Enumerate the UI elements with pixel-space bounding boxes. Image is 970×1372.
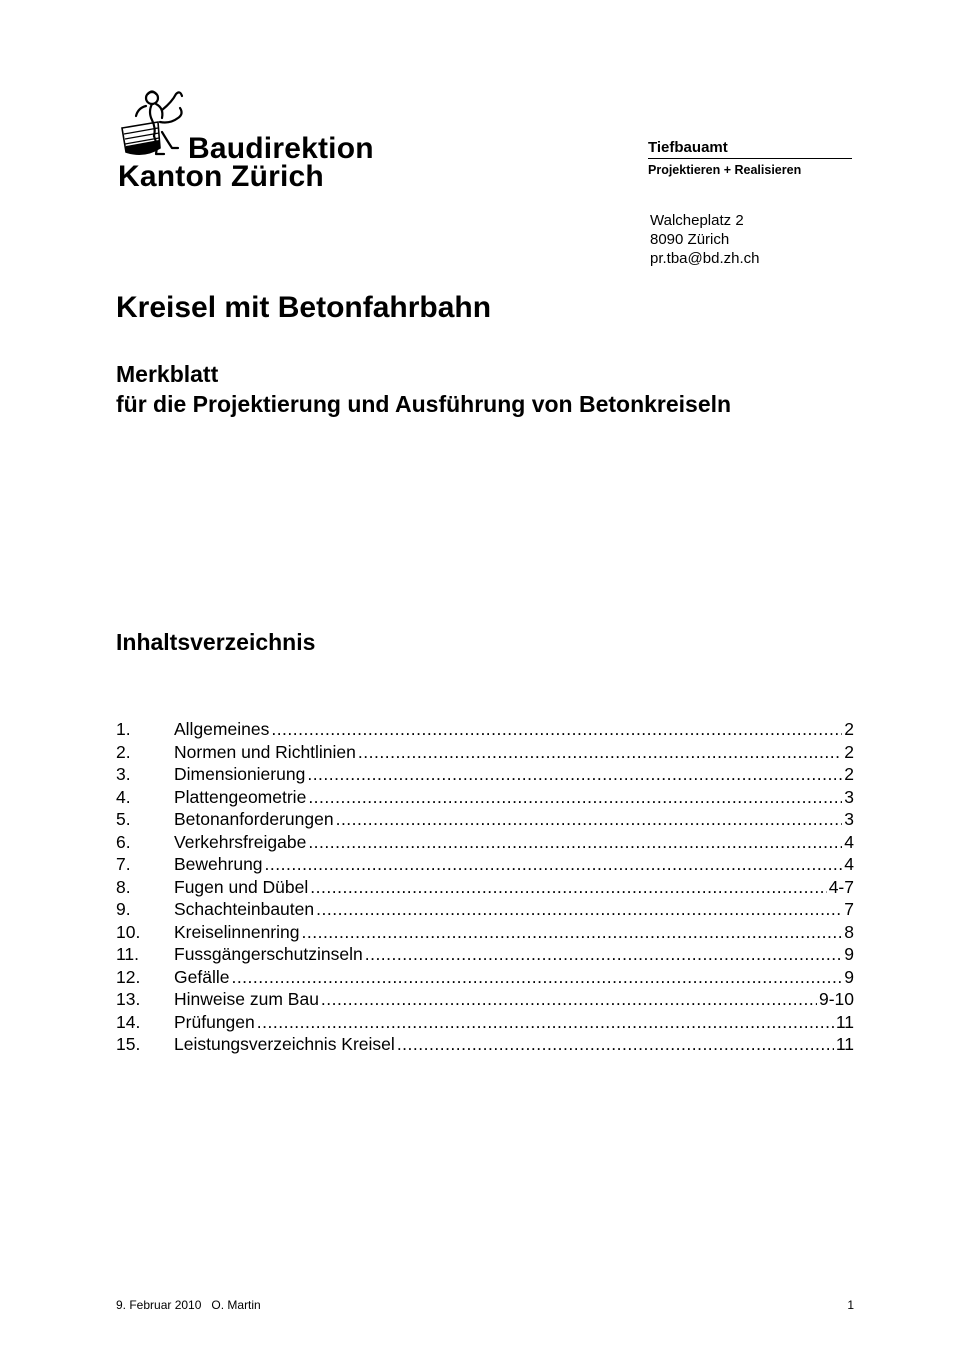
toc-leader-dots	[308, 786, 842, 809]
toc-entry[interactable]	[116, 1033, 854, 1056]
toc-entry-number: 5.	[116, 809, 131, 829]
toc-entry-title: Bewehrung	[174, 854, 263, 874]
toc-entry-page: 7	[844, 899, 854, 919]
toc-leader-dots	[310, 876, 826, 899]
toc-entry-title: Schachteinbauten	[174, 899, 315, 919]
toc-entry-number: 14.	[116, 1011, 141, 1032]
toc-entry-page: 2	[844, 719, 854, 739]
department-block	[648, 139, 852, 178]
toc-entry[interactable]	[116, 988, 854, 1011]
toc-entry[interactable]	[116, 763, 854, 786]
footer-date: 9. Februar 2010	[116, 1298, 202, 1312]
toc-entry-number: 9.	[116, 899, 131, 919]
toc-entry[interactable]	[116, 808, 854, 831]
logo	[116, 88, 386, 196]
toc-leader-dots	[308, 831, 842, 854]
toc-entry-page: 4	[844, 831, 854, 852]
toc-entry-title: Fugen und Dübel	[174, 876, 309, 897]
address-city: 8090 Zürich	[650, 231, 730, 248]
table-of-contents	[116, 718, 854, 1056]
toc-entry-title: Gefälle	[174, 966, 230, 987]
toc-leader-dots	[358, 741, 842, 764]
department-subtitle: Projektieren + Realisieren	[648, 163, 802, 177]
toc-entry[interactable]	[116, 1011, 854, 1034]
document-title: Kreisel mit Betonfahrbahn	[116, 291, 492, 324]
toc-entry-page: 9-10	[818, 989, 854, 1009]
toc-entry[interactable]	[116, 876, 854, 899]
toc-leader-dots	[231, 966, 842, 989]
toc-entry-title: Leistungsverzeichnis Kreisel	[174, 1034, 395, 1054]
logo-line1: Baudirektion	[188, 132, 374, 165]
toc-entry[interactable]	[116, 921, 854, 944]
toc-entry-number: 6.	[116, 831, 131, 852]
toc-entry-title: Allgemeines	[174, 719, 270, 739]
toc-entry-page: 2	[844, 741, 854, 762]
toc-heading: Inhaltsverzeichnis	[116, 629, 316, 655]
document-subtitle	[116, 359, 731, 419]
toc-entry-title: Prüfungen	[174, 1011, 255, 1032]
address-street: Walcheplatz 2	[650, 212, 744, 229]
logo-line2: Kanton Zürich	[118, 160, 324, 193]
toc-entry[interactable]	[116, 741, 854, 764]
footer-author: O. Martin	[211, 1298, 261, 1312]
address-block	[650, 211, 759, 268]
toc-entry-page: 11	[835, 1011, 854, 1032]
toc-entry-page: 2	[844, 764, 854, 784]
toc-entry-page: 3	[844, 786, 854, 807]
toc-entry-page: 4	[844, 854, 854, 874]
toc-leader-dots	[265, 853, 843, 876]
toc-entry[interactable]	[116, 943, 854, 966]
toc-entry[interactable]	[116, 831, 854, 854]
toc-entry-number: 3.	[116, 764, 131, 784]
toc-entry-number: 11.	[116, 944, 140, 964]
toc-entry-number: 4.	[116, 786, 131, 807]
toc-entry-title: Fussgängerschutzinseln	[174, 944, 363, 964]
toc-entry[interactable]	[116, 718, 854, 741]
toc-leader-dots	[257, 1011, 834, 1034]
subtitle-line2: für die Projektierung und Ausführung von Betonkreiseln	[116, 391, 732, 417]
footer-left	[116, 1298, 261, 1312]
toc-entry-title: Betonanforderungen	[174, 809, 334, 829]
toc-leader-dots	[397, 1033, 834, 1056]
toc-leader-dots	[365, 943, 843, 966]
toc-entry-number: 8.	[116, 876, 131, 897]
toc-entry-title: Normen und Richtlinien	[174, 741, 356, 762]
toc-entry-title: Plattengeometrie	[174, 786, 307, 807]
toc-leader-dots	[336, 808, 843, 831]
toc-entry-title: Kreiselinnenring	[174, 921, 300, 942]
toc-entry[interactable]	[116, 853, 854, 876]
footer-page-number: 1	[847, 1298, 854, 1312]
address-email: pr.tba@bd.zh.ch	[650, 250, 760, 267]
toc-entry-page: 3	[844, 809, 854, 829]
toc-entry-title: Dimensionierung	[174, 764, 306, 784]
toc-leader-dots	[321, 988, 817, 1011]
toc-entry-title: Hinweise zum Bau	[174, 989, 319, 1009]
toc-entry[interactable]	[116, 786, 854, 809]
toc-entry-page: 9	[844, 944, 854, 964]
toc-leader-dots	[302, 921, 843, 944]
toc-entry-number: 2.	[116, 741, 131, 762]
subtitle-line1: Merkblatt	[116, 361, 219, 387]
toc-entry-page: 9	[844, 966, 854, 987]
toc-entry[interactable]	[116, 966, 854, 989]
toc-entry-number: 10.	[116, 921, 141, 942]
toc-entry-title: Verkehrsfreigabe	[174, 831, 307, 852]
toc-entry-page: 11	[835, 1034, 854, 1054]
zurich-lion-crest-icon	[118, 88, 188, 160]
toc-entry-number: 1.	[116, 719, 131, 739]
toc-entry-page: 4-7	[828, 876, 854, 897]
toc-entry-number: 12.	[116, 966, 141, 987]
department-name: Tiefbauamt	[648, 139, 852, 159]
toc-leader-dots	[271, 718, 842, 741]
toc-entry-page: 8	[844, 921, 854, 942]
toc-entry[interactable]	[116, 898, 854, 921]
toc-entry-number: 15.	[116, 1034, 141, 1054]
toc-entry-number: 7.	[116, 854, 131, 874]
toc-leader-dots	[316, 898, 842, 921]
toc-leader-dots	[307, 763, 842, 786]
toc-entry-number: 13.	[116, 989, 141, 1009]
